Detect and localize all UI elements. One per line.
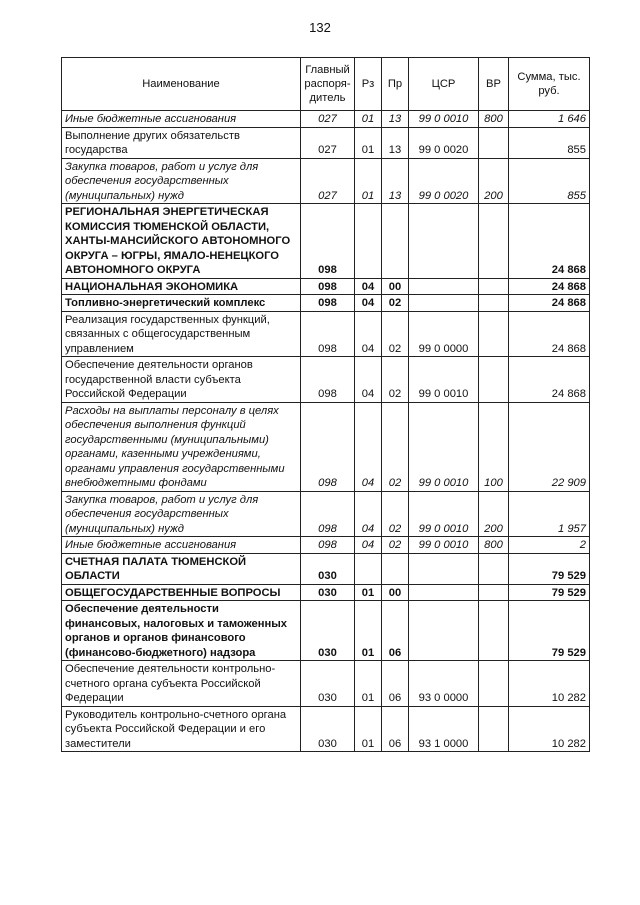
cell-main-manager: 030: [301, 706, 355, 752]
cell-expense-type: [479, 601, 509, 661]
cell-main-manager: 030: [301, 661, 355, 707]
header-main-manager: Главный распоря-дитель: [301, 58, 355, 111]
cell-subsection: 13: [382, 111, 409, 128]
table-row: [62, 706, 590, 752]
cell-sum: 2: [509, 537, 590, 554]
table-row: [62, 158, 590, 204]
cell-target-article: 99 0 0000: [409, 311, 479, 357]
cell-section: 04: [355, 357, 382, 403]
cell-sum: 1 957: [509, 491, 590, 537]
cell-subsection: 02: [382, 311, 409, 357]
cell-expense-type: 100: [479, 402, 509, 491]
cell-target-article: [409, 584, 479, 601]
cell-expense-type: [479, 661, 509, 707]
cell-expense-type: [479, 278, 509, 295]
cell-subsection: 06: [382, 706, 409, 752]
table-row: [62, 357, 590, 403]
cell-subsection: 02: [382, 295, 409, 312]
cell-target-article: 99 0 0010: [409, 111, 479, 128]
table-row: [62, 661, 590, 707]
cell-main-manager: 098: [301, 295, 355, 312]
cell-expense-type: 200: [479, 491, 509, 537]
cell-sum: 855: [509, 158, 590, 204]
header-subsection: Пр: [382, 58, 409, 111]
cell-main-manager: 098: [301, 491, 355, 537]
cell-expense-type: 200: [479, 158, 509, 204]
cell-target-article: 99 0 0010: [409, 537, 479, 554]
cell-main-manager: 098: [301, 278, 355, 295]
cell-target-article: 99 0 0020: [409, 158, 479, 204]
table-row: [62, 537, 590, 554]
header-section: Рз: [355, 58, 382, 111]
cell-expense-type: 800: [479, 111, 509, 128]
cell-main-manager: 098: [301, 537, 355, 554]
table-row: [62, 584, 590, 601]
cell-name: Иные бюджетные ассигнования: [62, 111, 301, 128]
cell-target-article: 93 1 0000: [409, 706, 479, 752]
table-row: [62, 402, 590, 491]
cell-expense-type: [479, 204, 509, 279]
cell-main-manager: 098: [301, 402, 355, 491]
cell-section: 04: [355, 295, 382, 312]
cell-sum: 24 868: [509, 357, 590, 403]
cell-name: Выполнение других обязательств государства: [62, 127, 301, 158]
cell-section: 01: [355, 706, 382, 752]
cell-target-article: [409, 204, 479, 279]
cell-main-manager: 098: [301, 311, 355, 357]
cell-name: Руководитель контрольно-счетного органа субъекта Российской Федерации и его заместители: [62, 706, 301, 752]
cell-subsection: 13: [382, 158, 409, 204]
cell-sum: 24 868: [509, 204, 590, 279]
cell-subsection: [382, 204, 409, 279]
cell-section: 01: [355, 158, 382, 204]
cell-main-manager: 027: [301, 111, 355, 128]
cell-name: РЕГИОНАЛЬНАЯ ЭНЕРГЕТИЧЕСКАЯ КОМИССИЯ ТЮМЕНСКОЙ ОБЛАСТИ, ХАНТЫ-МАНСИЙСКОГО АВТОНОМНОГО ОКРУГА – ЮГРЫ, ЯМАЛО-НЕНЕЦКОГО АВТОНОМНОГО ОКРУГА: [62, 204, 301, 279]
table-row: [62, 553, 590, 584]
cell-section: 04: [355, 278, 382, 295]
cell-subsection: 02: [382, 357, 409, 403]
cell-section: 04: [355, 491, 382, 537]
table-row: [62, 491, 590, 537]
cell-main-manager: 098: [301, 357, 355, 403]
cell-name: Расходы на выплаты персоналу в целях обеспечения выполнения функций государственными (муниципальными) органами, казенными учреждениями, органами управления государственными внебюджетными фондами: [62, 402, 301, 491]
cell-name: Закупка товаров, работ и услуг для обеспечения государственных (муниципальных) нужд: [62, 158, 301, 204]
table-row: [62, 601, 590, 661]
cell-target-article: [409, 553, 479, 584]
cell-main-manager: 030: [301, 601, 355, 661]
cell-target-article: 99 0 0020: [409, 127, 479, 158]
cell-subsection: 06: [382, 601, 409, 661]
header-target-article: ЦСР: [409, 58, 479, 111]
cell-name: Иные бюджетные ассигнования: [62, 537, 301, 554]
cell-main-manager: 030: [301, 584, 355, 601]
header-name: Наименование: [62, 58, 301, 111]
cell-target-article: [409, 295, 479, 312]
cell-expense-type: [479, 127, 509, 158]
cell-name: СЧЕТНАЯ ПАЛАТА ТЮМЕНСКОЙ ОБЛАСТИ: [62, 553, 301, 584]
cell-expense-type: [479, 357, 509, 403]
cell-target-article: 99 0 0010: [409, 357, 479, 403]
cell-section: 01: [355, 584, 382, 601]
cell-expense-type: [479, 553, 509, 584]
cell-subsection: 02: [382, 491, 409, 537]
table-body: [62, 111, 590, 752]
cell-name: НАЦИОНАЛЬНАЯ ЭКОНОМИКА: [62, 278, 301, 295]
cell-subsection: 06: [382, 661, 409, 707]
page-number: 132: [309, 20, 331, 35]
cell-name: ОБЩЕГОСУДАРСТВЕННЫЕ ВОПРОСЫ: [62, 584, 301, 601]
budget-table: [61, 57, 590, 752]
table-row: [62, 311, 590, 357]
header-sum: Сумма, тыс. руб.: [509, 58, 590, 111]
cell-main-manager: 098: [301, 204, 355, 279]
cell-main-manager: 027: [301, 158, 355, 204]
cell-target-article: 99 0 0010: [409, 402, 479, 491]
cell-sum: 24 868: [509, 278, 590, 295]
cell-section: 04: [355, 311, 382, 357]
cell-expense-type: [479, 706, 509, 752]
cell-sum: 1 646: [509, 111, 590, 128]
table-row: [62, 111, 590, 128]
cell-target-article: 93 0 0000: [409, 661, 479, 707]
cell-name: Обеспечение деятельности финансовых, налоговых и таможенных органов и органов финансового (финансово-бюджетного) надзора: [62, 601, 301, 661]
cell-sum: 24 868: [509, 295, 590, 312]
cell-name: Обеспечение деятельности контрольно-счетного органа субъекта Российской Федерации: [62, 661, 301, 707]
table-header-row: [62, 58, 590, 111]
cell-target-article: [409, 601, 479, 661]
cell-sum: 79 529: [509, 584, 590, 601]
cell-subsection: 00: [382, 584, 409, 601]
cell-sum: 24 868: [509, 311, 590, 357]
cell-subsection: [382, 553, 409, 584]
cell-section: [355, 204, 382, 279]
cell-target-article: 99 0 0010: [409, 491, 479, 537]
cell-sum: 855: [509, 127, 590, 158]
cell-expense-type: [479, 584, 509, 601]
cell-name: Топливно-энергетический комплекс: [62, 295, 301, 312]
cell-section: 01: [355, 601, 382, 661]
cell-section: [355, 553, 382, 584]
cell-sum: 22 909: [509, 402, 590, 491]
cell-section: 04: [355, 537, 382, 554]
cell-expense-type: [479, 295, 509, 312]
table-row: [62, 295, 590, 312]
cell-sum: 10 282: [509, 706, 590, 752]
header-expense-type: ВР: [479, 58, 509, 111]
cell-expense-type: [479, 311, 509, 357]
cell-sum: 79 529: [509, 601, 590, 661]
cell-section: 01: [355, 111, 382, 128]
cell-name: Обеспечение деятельности органов государственной власти субъекта Российской Федерации: [62, 357, 301, 403]
cell-section: 04: [355, 402, 382, 491]
cell-sum: 10 282: [509, 661, 590, 707]
table-row: [62, 204, 590, 279]
cell-name: Закупка товаров, работ и услуг для обеспечения государственных (муниципальных) нужд: [62, 491, 301, 537]
cell-section: 01: [355, 127, 382, 158]
cell-main-manager: 027: [301, 127, 355, 158]
cell-subsection: 13: [382, 127, 409, 158]
cell-subsection: 00: [382, 278, 409, 295]
cell-target-article: [409, 278, 479, 295]
cell-main-manager: 030: [301, 553, 355, 584]
cell-section: 01: [355, 661, 382, 707]
cell-subsection: 02: [382, 537, 409, 554]
cell-name: Реализация государственных функций, связанных с общегосударственным управлением: [62, 311, 301, 357]
cell-subsection: 02: [382, 402, 409, 491]
cell-sum: 79 529: [509, 553, 590, 584]
table-row: [62, 278, 590, 295]
cell-expense-type: 800: [479, 537, 509, 554]
table-row: [62, 127, 590, 158]
